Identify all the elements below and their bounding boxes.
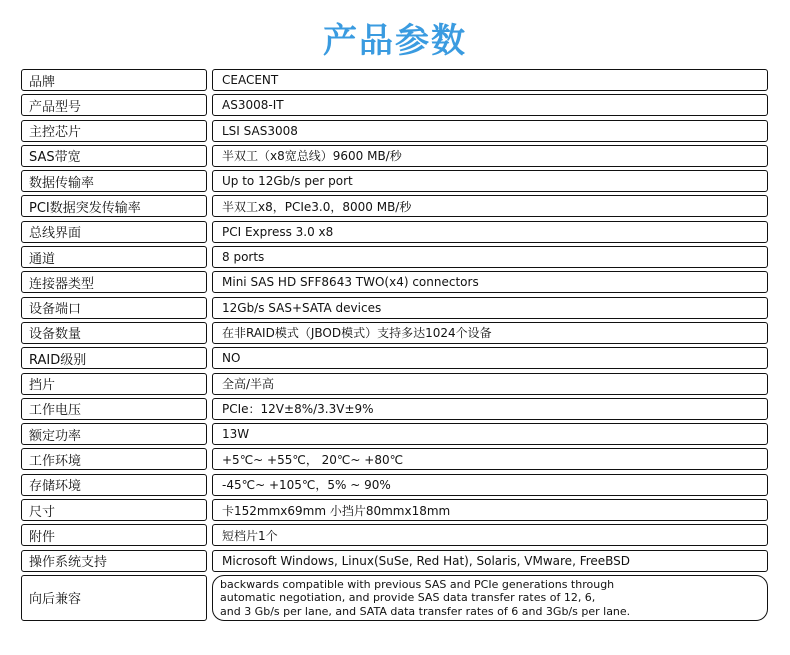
spec-value: 半双工x8，PCIe3.0，8000 MB/秒 — [212, 195, 768, 217]
spec-value: +5℃~ +55℃， 20℃~ +80℃ — [212, 448, 768, 470]
spec-label: 总线界面 — [21, 221, 207, 243]
spec-label: 操作系统支持 — [21, 550, 207, 572]
spec-row — [21, 347, 769, 369]
spec-label: 主控芯片 — [21, 120, 207, 142]
spec-value: 在非RAID模式（JBOD模式）支持多达1024个设备 — [212, 322, 768, 344]
spec-value: LSI SAS3008 — [212, 120, 768, 142]
spec-label: 工作环境 — [21, 448, 207, 470]
spec-label: 数据传输率 — [21, 170, 207, 192]
spec-value: 全高/半高 — [212, 373, 768, 395]
spec-value: 13W — [212, 423, 768, 445]
spec-value: 短档片1个 — [212, 524, 768, 546]
page-title: 产品参数 — [323, 21, 467, 61]
spec-row — [21, 550, 769, 572]
spec-value: PCI Express 3.0 x8 — [212, 221, 768, 243]
spec-label: 尺寸 — [21, 499, 207, 521]
compat-line: and 3 Gb/s per lane, and SATA data transfer rates of 6 and 3Gb/s per lane. — [220, 604, 631, 618]
spec-row — [21, 170, 769, 192]
spec-row — [21, 373, 769, 395]
spec-value: PCIe：12V±8%/3.3V±9% — [212, 398, 768, 420]
spec-row-compat — [21, 575, 769, 621]
spec-value: Microsoft Windows, Linux(SuSe, Red Hat), Solaris, VMware, FreeBSD — [212, 550, 768, 572]
compat-text — [220, 578, 630, 619]
compat-value — [212, 575, 768, 621]
spec-label: 品牌 — [21, 69, 207, 91]
spec-value: 12Gb/s SAS+SATA devices — [212, 297, 768, 319]
spec-label: 设备数量 — [21, 322, 207, 344]
spec-value: NO — [212, 347, 768, 369]
spec-value: -45℃~ +105℃，5% ~ 90% — [212, 474, 768, 496]
spec-row — [21, 524, 769, 546]
spec-value: AS3008-IT — [212, 94, 768, 116]
spec-row — [21, 474, 769, 496]
spec-value: Up to 12Gb/s per port — [212, 170, 768, 192]
spec-label: 存储环境 — [21, 474, 207, 496]
spec-label: PCI数据突发传输率 — [21, 195, 207, 217]
spec-label: RAID级别 — [21, 347, 207, 369]
spec-label: 设备端口 — [21, 297, 207, 319]
spec-row — [21, 94, 769, 116]
spec-label: 连接器类型 — [21, 271, 207, 293]
spec-row — [21, 448, 769, 470]
spec-value: CEACENT — [212, 69, 768, 91]
spec-row — [21, 120, 769, 142]
spec-row — [21, 322, 769, 344]
spec-label: 额定功率 — [21, 423, 207, 445]
spec-row — [21, 423, 769, 445]
spec-label: SAS带宽 — [21, 145, 207, 167]
spec-row — [21, 69, 769, 91]
spec-row — [21, 221, 769, 243]
compat-label: 向后兼容 — [21, 575, 207, 621]
compat-line: backwards compatible with previous SAS and PCIe generations through — [220, 577, 615, 591]
spec-row — [21, 271, 769, 293]
spec-table — [21, 69, 769, 624]
spec-label: 通道 — [21, 246, 207, 268]
spec-row — [21, 398, 769, 420]
spec-row — [21, 246, 769, 268]
spec-value: Mini SAS HD SFF8643 TWO(x4) connectors — [212, 271, 768, 293]
spec-label: 工作电压 — [21, 398, 207, 420]
spec-row — [21, 297, 769, 319]
spec-label: 挡片 — [21, 373, 207, 395]
spec-value: 卡152mmx69mm 小挡片80mmx18mm — [212, 499, 768, 521]
spec-row — [21, 145, 769, 167]
spec-value: 半双工（x8宽总线）9600 MB/秒 — [212, 145, 768, 167]
spec-row — [21, 195, 769, 217]
spec-label: 附件 — [21, 524, 207, 546]
compat-line: automatic negotiation, and provide SAS data transfer rates of 12, 6, — [220, 591, 596, 605]
spec-value: 8 ports — [212, 246, 768, 268]
spec-label: 产品型号 — [21, 94, 207, 116]
spec-row — [21, 499, 769, 521]
